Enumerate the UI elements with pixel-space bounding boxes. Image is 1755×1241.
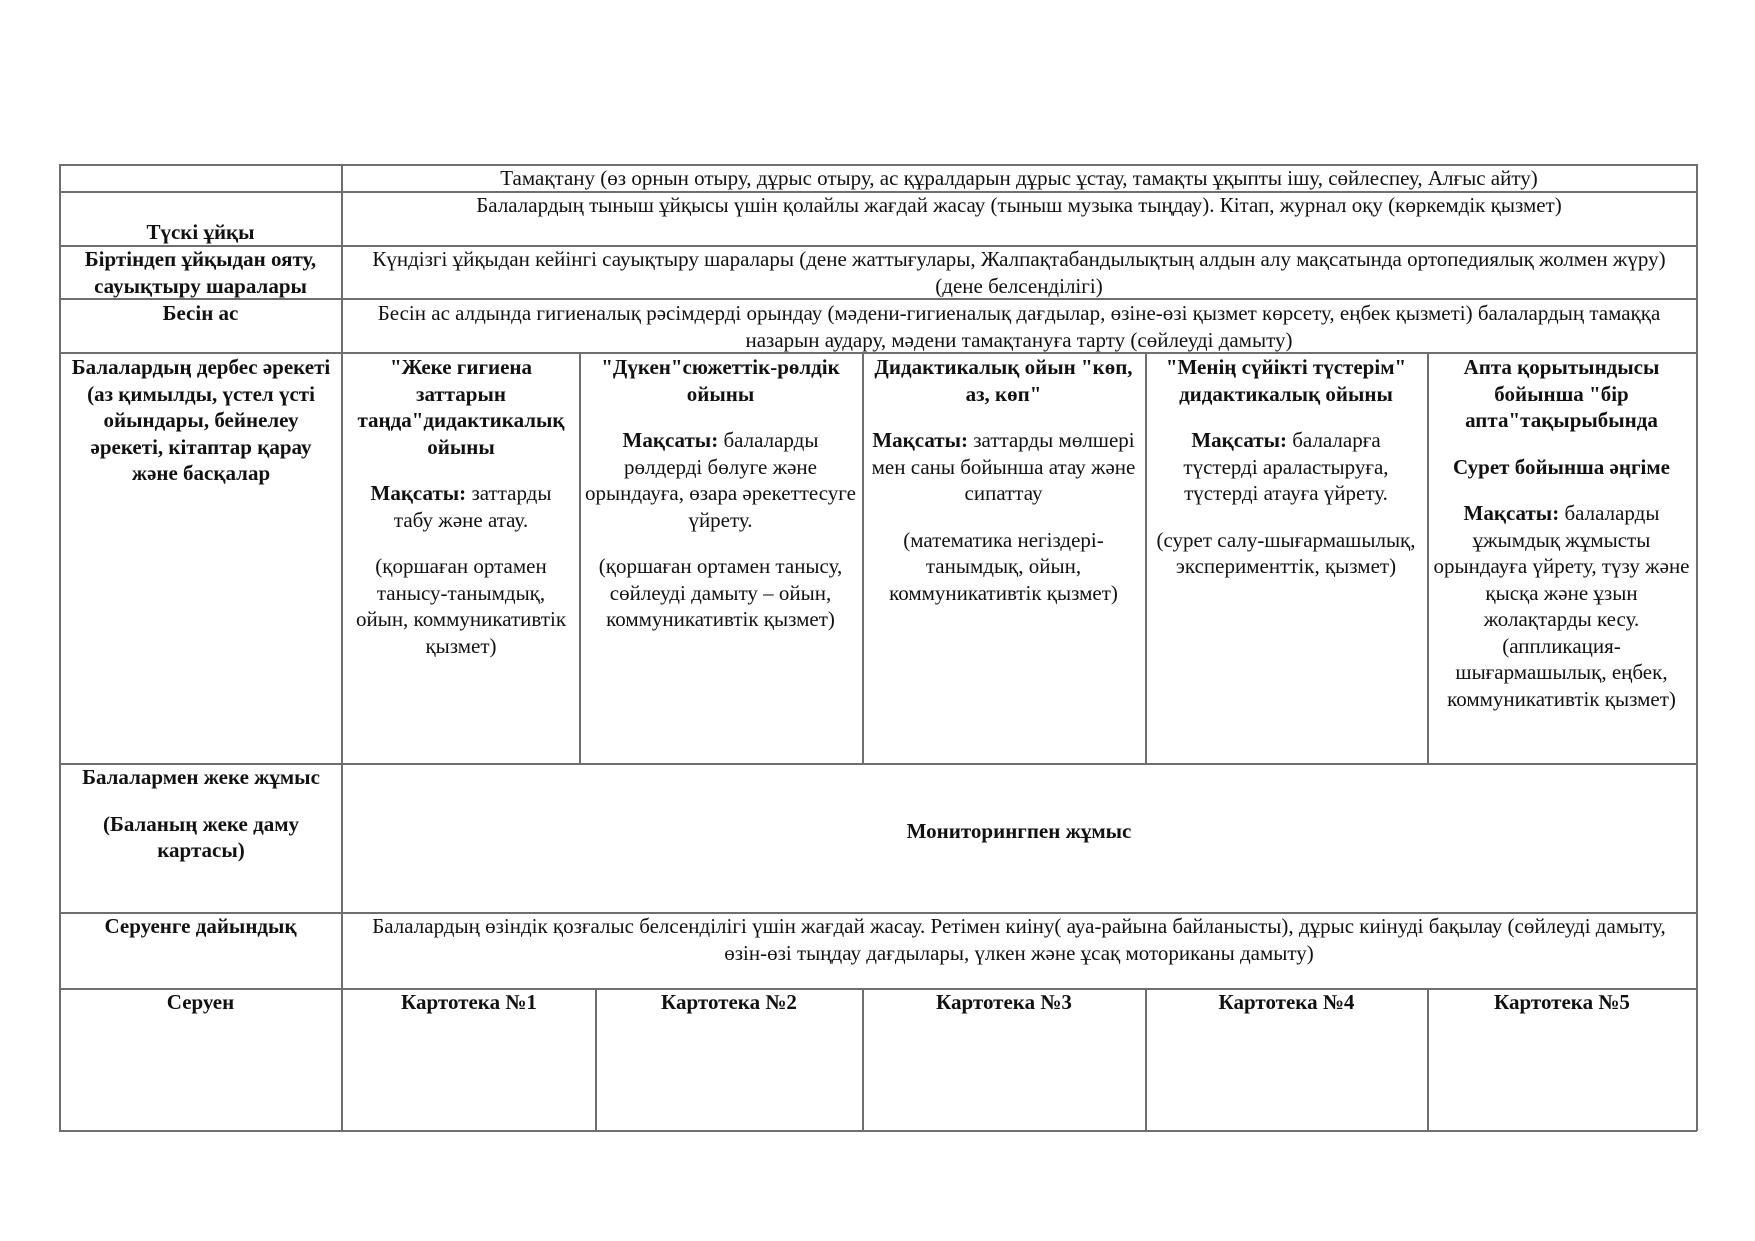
activity-goal: балаларға түстерді араластыруға, түстерді атауға үйрету. — [1183, 428, 1389, 505]
activity-note: (аппликация-шығармашылық, еңбек, коммуникативтік қызмет) — [1447, 633, 1676, 711]
activity-label: Балалардың дербес әрекеті (аз қимылды, үстел үсті ойындары, бейнелеу әрекеті, кітаптар қарау және басқалар — [71, 355, 331, 485]
prep-label: Серуенге дайындық — [104, 914, 297, 938]
goal-label: Мақсаты: — [370, 481, 467, 505]
activity-note: (қоршаған ортамен танысу, сөйлеуді дамыту – ойын, коммуникативтік қызмет) — [598, 554, 843, 631]
activity-title: "Жеке гигиена заттарын таңда"дидактикалық ойыны — [357, 355, 565, 459]
activity-goal: балаларды ұжымдық жұмысты орындауға үйрету, түзу және қысқа және ұзын жолақтарды кесу. — [1433, 501, 1690, 631]
activity-title: Апта қорытындысы бойынша "бір апта"тақырыбында — [1463, 355, 1660, 432]
activity-goal: заттарды табу және атау. — [393, 481, 552, 532]
walk-card-1: Картотека №1 — [401, 990, 537, 1014]
goal-label: Мақсаты: — [622, 428, 719, 452]
walk-column-divider — [1145, 988, 1147, 1130]
snack-text: Бесін ас алдында гигиеналық рәсімдерді орындау (мәдени-гигиеналық дағдылар, өзіне-өзі қызмет көрсету, еңбек қызметі) балалардың тамаққа назарын аудару, мәдени тамақтануға тарту (сөйлеуді дамыту) — [377, 301, 1661, 352]
activity-title: "Менің сүйікті түстерім" дидактикалық ойыны — [1165, 355, 1407, 406]
prep-text: Балалардың өзіндік қозғалыс белсенділігі үшін жағдай жасау. Ретімен киіну( ауа-райына байланысты), дұрыс киінуді бақылау (сөйлеуді дамыту, өзін-өзі тыңдау дағдылары, үлкен және ұсақ моториканы дамыту) — [372, 914, 1666, 965]
activity-day-2 — [585, 354, 856, 633]
activity-column-divider — [1145, 352, 1147, 763]
activity-title: Дидактикалық ойын "көп, аз, көп" — [874, 355, 1133, 406]
walk-column-divider — [1427, 988, 1429, 1130]
table-border-bottom — [59, 1130, 1697, 1132]
walk-column-divider — [862, 988, 864, 1130]
walk-column-divider — [595, 988, 597, 1130]
individual-label: Балалармен жеке жұмыс — [82, 765, 320, 789]
goal-label: Мақсаты: — [1463, 501, 1560, 525]
label-column-divider — [341, 164, 343, 1131]
wake-text: Күндізгі ұйқыдан кейінгі сауықтыру шаралары (дене жаттығулары, Жалпақтабандылықтың алдын алу мақсатында ортопедиялық жолмен жүру) (дене белсенділігі) — [372, 247, 1666, 298]
walk-card-4: Картотека №4 — [1218, 990, 1355, 1014]
activity-subtitle: Сурет бойынша әңгіме — [1453, 454, 1670, 479]
walk-card-3: Картотека №3 — [936, 990, 1072, 1014]
activity-day-4 — [1152, 354, 1420, 580]
nap-text: Балалардың тыныш ұйқысы үшін қолайлы жағдай жасау (тыныш музыка тыңдау). Кітап, журнал оқу (көркемдік қызмет) — [476, 193, 1562, 217]
walk-label: Серуен — [166, 990, 235, 1014]
individual-text: Мониторингпен жұмыс — [906, 819, 1132, 843]
activity-goal: балаларды рөлдерді бөлуге және орындауға, өзара әрекеттесуге үйрету. — [585, 428, 856, 532]
table-border-right — [1696, 164, 1698, 1131]
meal-text: Тамақтану (өз орнын отыру, дұрыс отыру, ас құралдарын дұрыс ұстау, тамақты ұқыпты ішу, сөйлеспеу, Алғыс айту) — [500, 166, 1538, 190]
individual-label-note: (Баланың жеке даму картасы) — [102, 811, 300, 862]
walk-card-2: Картотека №2 — [661, 990, 797, 1014]
activity-day-1 — [350, 354, 572, 659]
activity-day-3 — [868, 354, 1139, 606]
activity-note: (қоршаған ортамен танысу-танымдық, ойын, коммуникативтік қызмет) — [355, 554, 567, 658]
individual-label-cell — [70, 764, 332, 864]
activity-note: (математика негіздері-танымдық, ойын, коммуникативтік қызмет) — [889, 527, 1118, 605]
activity-column-divider — [579, 352, 581, 763]
activity-title: "Дүкен"сюжеттік-рөлдік ойыны — [601, 355, 840, 406]
activity-column-divider — [1427, 352, 1429, 763]
goal-label: Мақсаты: — [872, 428, 969, 452]
table-border-left — [59, 164, 61, 1131]
activity-day-5 — [1433, 354, 1690, 712]
snack-label: Бесін ас — [162, 301, 239, 325]
goal-label: Мақсаты: — [1191, 428, 1287, 452]
wake-label: Біртіндеп ұйқыдан ояту, сауықтыру шаралары — [84, 247, 317, 298]
walk-card-5: Картотека №5 — [1494, 990, 1630, 1014]
nap-label: Түскі ұйқы — [146, 220, 255, 244]
activity-column-divider — [862, 352, 864, 763]
activity-goal: заттарды мөлшері мен саны бойынша атау және сипаттау — [871, 428, 1136, 505]
activity-note: (сурет салу-шығармашылық, эксперименттік, қызмет) — [1156, 527, 1416, 578]
